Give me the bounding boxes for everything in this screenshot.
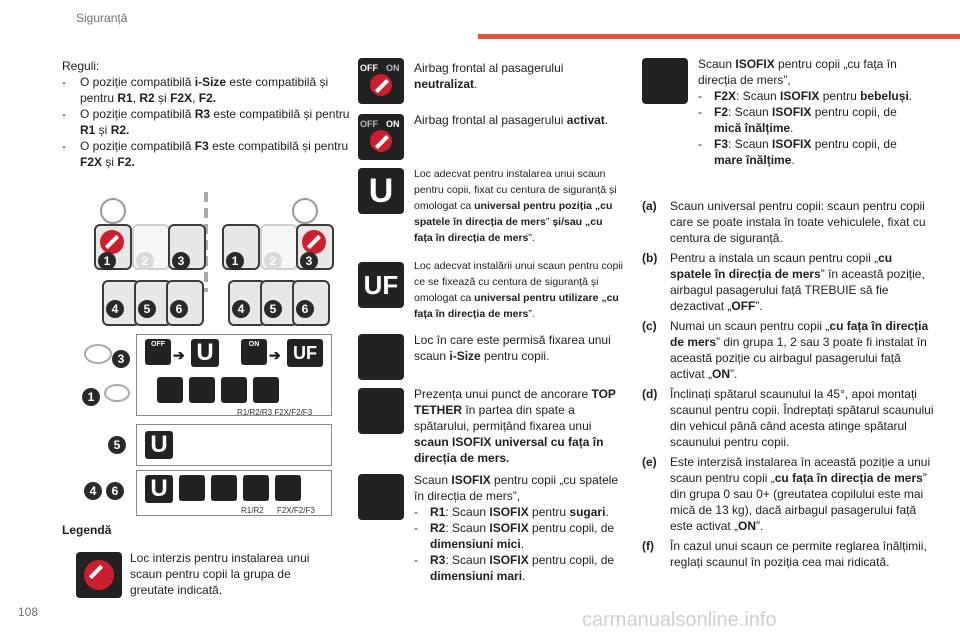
notes-list (642, 198, 934, 574)
rear-side-box (136, 470, 332, 516)
text-run: R2 (430, 521, 446, 535)
rules-list (62, 74, 352, 170)
text-run: R3 (430, 553, 446, 567)
isofix-front-icon (642, 58, 688, 104)
header-accent-bar (478, 34, 960, 39)
text-run: Prezența unui punct de ancorare (414, 387, 592, 401)
text-run: R2 (139, 91, 155, 105)
text-run: cu fața în direcția de mers (774, 471, 923, 485)
seat-number: 6 (170, 300, 188, 318)
text-run: pentru copii „cu spatele în direcția de mers”, (414, 473, 619, 503)
text-run: Numai un scaun pentru copii „ (670, 319, 830, 333)
text-run: este compatibilă și pentru (80, 75, 329, 105)
list-item (414, 520, 624, 552)
arrow-right-icon: ➔ (173, 347, 185, 363)
text-run: cu spatele în direcția de mers (670, 251, 893, 281)
airbag-on-label: ON (248, 341, 260, 348)
text-run: și (154, 91, 171, 105)
front-passenger-box (136, 334, 332, 416)
steering-icon (84, 344, 112, 364)
text-run: universal pentru utilizare „cu fața în direcția de mers (414, 292, 619, 320)
text-run: mare înălțime (714, 153, 792, 167)
text-run: ON (712, 367, 731, 381)
text-run: . (604, 113, 609, 127)
dash: - (414, 553, 418, 567)
text-run: . (522, 569, 526, 583)
note-text (670, 318, 934, 382)
universal-u-icon: U (145, 431, 173, 459)
text-run: și (102, 155, 118, 169)
text-run: , (132, 91, 140, 105)
legend-forbidden-text: Loc interzis pentru instalarea unui scaun pentru copii la grupa de greutate indicată. (130, 551, 310, 597)
text-run: F3 (714, 137, 729, 151)
text-run: Pentru a instala un scaun pentru copii „ (670, 251, 879, 265)
text-run: este compatibilă și pentru (208, 139, 349, 153)
text-run: dimensiuni mari (430, 569, 523, 583)
steering-icon (100, 198, 126, 224)
text-run: dimensiuni mici (430, 537, 521, 551)
text-run: Airbag frontal al pasagerului (414, 61, 564, 75)
section-title: Siguranță (76, 11, 128, 25)
text-run: ISOFIX (451, 473, 491, 487)
text-run: F2X (80, 155, 103, 169)
text-run: . (605, 505, 609, 519)
text-run: în partea din spate a spătarului, permițând fixarea unui (414, 403, 592, 433)
airbag-off-label: OFF (360, 63, 378, 73)
universal-u-icon: U (358, 168, 404, 214)
text-run: ”. (528, 308, 535, 320)
text-run: . (908, 89, 913, 103)
dash: - (62, 107, 66, 121)
universal-u-icon: U (145, 475, 173, 503)
text-run: Scaun (698, 57, 736, 71)
text-run: F2X (714, 89, 737, 103)
text-run: F2. (117, 155, 135, 169)
isize-icon (157, 377, 183, 403)
isofix-front-icon (275, 475, 301, 501)
airbag-off-text (414, 60, 614, 92)
text-run: : Scaun (728, 137, 773, 151)
text-run: activat (566, 113, 605, 127)
text-run: pentru copii „cu fața în direcția de mers”, (698, 57, 897, 87)
list-item (698, 136, 918, 168)
seat-number: 6 (296, 300, 314, 318)
row-label: 6 (106, 482, 124, 500)
top-tether-icon (358, 388, 404, 434)
list-item (698, 88, 918, 104)
airbag-on-text (414, 112, 624, 128)
text-run: F2. (198, 91, 217, 105)
seat-number: 4 (106, 300, 124, 318)
text-run: : Scaun (445, 505, 490, 519)
text-run: F2 (714, 105, 729, 119)
text-run: O poziție compatibilă (80, 75, 195, 89)
text-run: : Scaun (445, 553, 490, 567)
seat-number: 1 (226, 252, 244, 270)
note-item (642, 250, 934, 314)
text-run: Loc adecvat pentru instalarea unui scaun pentru copii, fixat cu centura de siguranță și omologat ca (414, 168, 617, 212)
text-run: În cazul unui scaun ce permite reglarea înălțimii, reglați scaunul în poziția cea mai ridicată. (670, 539, 927, 569)
forbidden-icon (100, 230, 124, 254)
note-key: (f) (642, 539, 654, 553)
isofix-rear-icon (358, 474, 404, 520)
text-run: ISOFIX (489, 553, 529, 567)
note-text (670, 454, 934, 534)
airbag-off-label: OFF (360, 119, 378, 129)
universal-u-icon: U (191, 339, 219, 367)
universal-uf-icon: UF (358, 262, 404, 308)
dash: - (62, 139, 66, 153)
watermark: carmanualsonline.info (582, 609, 777, 631)
airbag-off-icon (145, 339, 171, 365)
text-run: pentru copii, de (528, 553, 615, 567)
text-run: Înclinați spătarul scaunului la 45°, apoi montați scaunul pentru copii. Îndreptați spătarul scaunului din vehicul până când acesta atinge spătarul scaunului pentru copii. (670, 387, 934, 449)
text-run: ISOFIX (772, 137, 812, 151)
seat-number: 3 (300, 252, 318, 270)
text-run: ISOFIX (489, 521, 529, 535)
isofix-rear-block (414, 472, 624, 584)
text-run: i-Size (194, 75, 227, 89)
isize-text (414, 332, 624, 364)
isofix-front-list (698, 88, 918, 168)
text-run: : Scaun (445, 521, 490, 535)
dash: - (414, 521, 418, 535)
note-item (642, 454, 934, 534)
forbidden-legend-icon (76, 552, 122, 598)
row-label: 1 (82, 388, 100, 406)
text-run: : Scaun (728, 105, 773, 119)
text-run: pentru copii, de (528, 521, 615, 535)
text-run: R1 (117, 91, 133, 105)
text-run: sugari (569, 505, 606, 519)
isofix-front-block (698, 56, 918, 168)
note-text (670, 198, 934, 246)
text-run: Loc în care este permisă fixarea unui scaun (414, 333, 611, 363)
text-run: ” în această poziție, airbagul pasagerului față TREBUIE să fie dezactivat „ (670, 267, 925, 313)
text-run: ISOFIX (735, 57, 775, 71)
text-run: O poziție compatibilă (80, 107, 195, 121)
forbidden-icon (370, 130, 392, 152)
top-tether-icon (189, 377, 215, 403)
text-run: bebeluși (860, 89, 909, 103)
dash: - (414, 505, 418, 519)
page-number: 108 (18, 605, 39, 619)
rules-title: Reguli: (62, 59, 100, 73)
universal-uf-text (414, 258, 624, 322)
rear-center-box (136, 424, 332, 466)
dash: - (698, 105, 702, 119)
note-item (642, 538, 934, 570)
text-run: TOP TETHER (414, 387, 616, 417)
list-item (414, 552, 624, 584)
airbag-on-label: ON (386, 63, 400, 73)
steering-icon (104, 384, 130, 402)
text-run: . (520, 537, 525, 551)
text-run: R1 (80, 123, 96, 137)
universal-uf-icon: UF (287, 339, 323, 367)
text-run: Loc adecvat instalării unui scaun pentru copii ce se fixează cu centura de siguranță și omologat ca (414, 260, 623, 304)
note-item (642, 318, 934, 382)
text-run: ”. (730, 367, 738, 381)
isofix-rear-icon (221, 377, 247, 403)
forbidden-icon (302, 230, 326, 254)
dash: - (62, 75, 66, 89)
text-run: pentru copii, de (811, 137, 897, 151)
caption: F2X/F2/F3 (277, 506, 315, 515)
text-run: , (192, 91, 199, 105)
seat-number: 1 (98, 252, 116, 270)
text-run: O poziție compatibilă (80, 139, 195, 153)
universal-u-text (414, 166, 624, 246)
text-run: este compatibilă și pentru (210, 107, 350, 121)
text-run: Scaun universal pentru copii: scaun pentru copii care se poate instala în toate vehiculele, fixat cu centura de siguranță. (670, 199, 926, 245)
seat-diagram (76, 180, 346, 516)
text-run: . (790, 121, 794, 135)
text-run: pentru (819, 89, 861, 103)
text-run: . (791, 153, 795, 167)
seat-number: 4 (232, 300, 250, 318)
text-run: Este interzisă instalarea în această poziție a unui scaun pentru copii „ (670, 455, 931, 485)
list-item (414, 504, 624, 520)
note-key: (d) (642, 387, 658, 401)
note-item (642, 386, 934, 450)
forbidden-icon (84, 560, 114, 590)
seat-number: 3 (172, 252, 190, 270)
airbag-on-label: ON (386, 119, 400, 129)
top-tether-icon (211, 475, 237, 501)
text-run: cu fața în direcția de mers (670, 319, 929, 349)
row-label: 5 (108, 436, 126, 454)
row-label: 3 (112, 350, 130, 368)
text-run: F3 (194, 139, 209, 153)
text-run: universal pentru poziția „cu spatele în direcția de mers (414, 200, 613, 228)
text-run: neutralizat (414, 77, 475, 91)
text-run: scaun ISOFIX universal cu fața în direcția de mers. (414, 435, 604, 465)
airbag-off-icon (358, 58, 404, 104)
text-run: ”. (755, 299, 763, 313)
text-run: F2X (170, 91, 193, 105)
airbag-off-label: OFF (151, 341, 165, 348)
note-item (642, 198, 934, 246)
text-run: ” din grupa 0 sau 0+ (greutatea copilului este mai mică de 13 kg), dacă airbagul pasagerului față este activat „ (670, 471, 927, 533)
text-run: Airbag frontal al pasagerului (414, 113, 567, 127)
dash: - (698, 89, 702, 103)
text-run: ”. (756, 519, 764, 533)
text-run: . (474, 77, 478, 91)
seat-number: 5 (264, 300, 282, 318)
airbag-on-icon (358, 114, 404, 160)
seat-number: 5 (138, 300, 156, 318)
seat-number: 2 (136, 252, 154, 270)
row-label: 4 (84, 482, 102, 500)
text-run: și/sau „cu fața în direcția de mers (414, 216, 603, 244)
text-run: pentru copii, de (811, 105, 897, 119)
text-run: ISOFIX (780, 89, 820, 103)
note-text (670, 538, 934, 570)
text-run: Scaun (414, 473, 452, 487)
text-run: : Scaun (736, 89, 781, 103)
dash: - (698, 137, 702, 151)
legend-title: Legendă (62, 523, 112, 537)
seat-number: 2 (264, 252, 282, 270)
text-run: ” (545, 216, 553, 228)
note-key: (e) (642, 455, 657, 469)
text-run: R1 (430, 505, 446, 519)
text-run: R3 (194, 107, 211, 121)
isofix-rear-text (414, 472, 624, 504)
caption: R1/R2/R3 F2X/F2/F3 (237, 408, 313, 417)
note-key: (a) (642, 199, 657, 213)
note-key: (c) (642, 319, 657, 333)
arrow-right-icon: ➔ (269, 347, 281, 363)
rule-item (62, 74, 352, 106)
text-run: și (95, 123, 111, 137)
text-run: pentru copii. (480, 349, 550, 363)
text-run: ” din grupa 1, 2 sau 3 poate fi instalat în această poziție cu airbagul pasagerului față activat „ (670, 335, 927, 381)
top-tether-text (414, 386, 624, 466)
isofix-rear-icon (243, 475, 269, 501)
note-key: (b) (642, 251, 658, 265)
isize-icon (179, 475, 205, 501)
forbidden-icon (370, 74, 392, 96)
note-text (670, 386, 934, 450)
note-text (670, 250, 934, 314)
isofix-front-text (698, 56, 918, 88)
text-run: pentru (528, 505, 570, 519)
airbag-on-icon (241, 339, 267, 365)
rule-item (62, 138, 352, 170)
isize-icon (358, 334, 404, 380)
text-run: R2. (110, 123, 130, 137)
steering-icon (292, 198, 318, 224)
list-item (698, 104, 918, 136)
text-run: ISOFIX (772, 105, 812, 119)
text-run: OFF (731, 299, 756, 313)
isofix-rear-list (414, 504, 624, 584)
rule-item (62, 106, 352, 138)
text-run: ISOFIX (489, 505, 529, 519)
caption: R1/R2 (241, 506, 264, 515)
text-run: mică înălțime (714, 121, 791, 135)
text-run: ON (738, 519, 757, 533)
rules-block (62, 58, 352, 170)
text-run: i-Size (449, 349, 481, 363)
text-run: ”. (528, 232, 535, 244)
isofix-front-icon (253, 377, 279, 403)
